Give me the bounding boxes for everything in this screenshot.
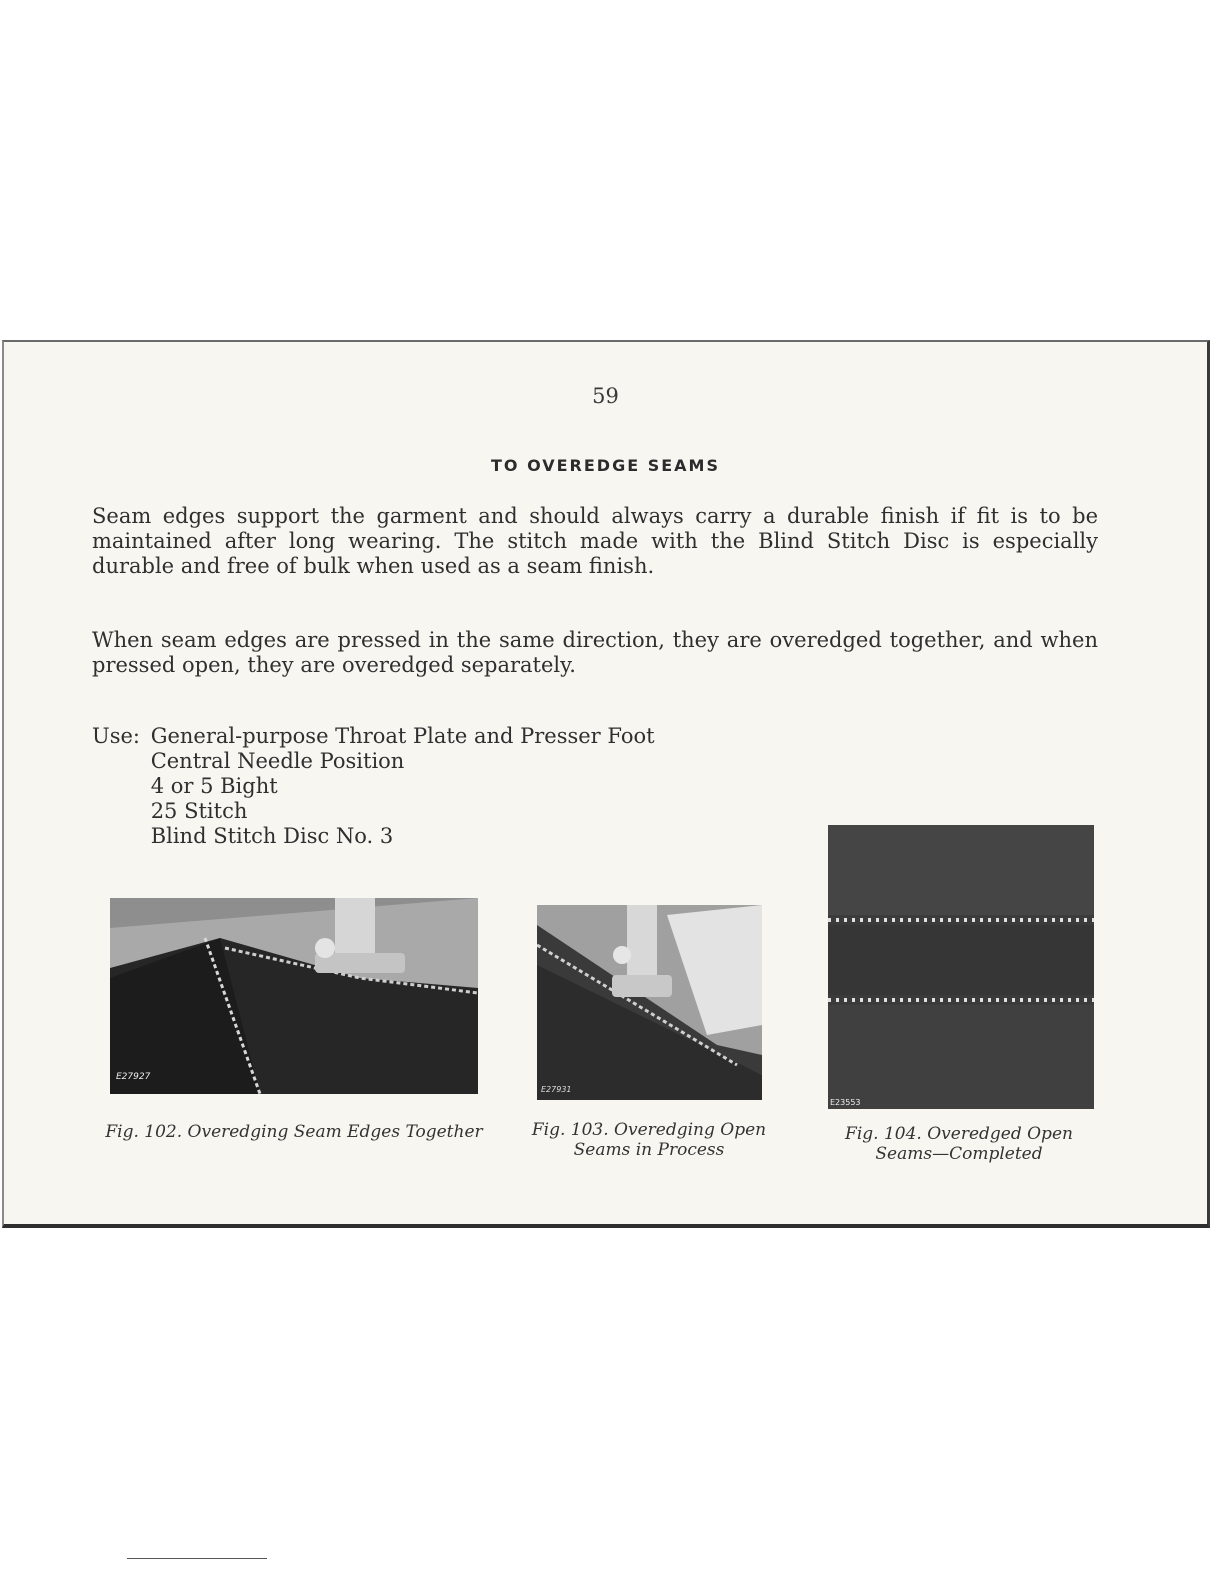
figure-104-photo (828, 825, 1094, 1109)
use-settings-list (151, 724, 655, 849)
figure-102-photo (110, 898, 478, 1094)
footer-divider (127, 1558, 267, 1559)
figure-104-caption (814, 1124, 1104, 1164)
manual-page (2, 340, 1210, 1228)
figure-102-caption (94, 1122, 494, 1142)
figure-103-code: E27931 (541, 1085, 572, 1094)
use-item-bight: 4 or 5 Bight (150, 774, 278, 798)
figure-102-code: E27927 (116, 1072, 151, 1082)
use-settings (92, 724, 655, 849)
figure-102-caption-line: Fig. 102. Overedging Seam Edges Together (105, 1122, 483, 1142)
intro-paragraph: Seam edges support the garment and should always carry a durable finish if fit is to be maintained after long wearing. The stitch made with the Blind Stitch Disc is especially durable and free of bulk when used as a seam finish. (92, 504, 1098, 578)
page-number: 59 (592, 384, 619, 408)
use-label: Use: (92, 724, 140, 748)
section-heading: TO OVEREDGE SEAMS (490, 456, 720, 475)
figure-104-caption-line: Fig. 104. Overedged Open (845, 1124, 1073, 1144)
direction-paragraph: When seam edges are pressed in the same direction, they are overedged together, and when pressed open, they are overedged separately. (92, 628, 1098, 677)
use-item-disc: Blind Stitch Disc No. 3 (150, 824, 394, 848)
figure-104-code: E23553 (830, 1098, 861, 1107)
use-item-needle-position: Central Needle Position (150, 749, 405, 773)
figure-103-photo (537, 905, 762, 1100)
use-item-stitch: 25 Stitch (150, 799, 248, 823)
figure-103-caption-line: Fig. 103. Overedging Open (531, 1120, 767, 1140)
figure-104-caption-line: Seams—Completed (875, 1144, 1043, 1164)
use-item-throat-plate: General-purpose Throat Plate and Presser Foot (150, 724, 655, 748)
figure-103-caption (504, 1120, 794, 1160)
figure-103-caption-line: Seams in Process (573, 1140, 725, 1160)
